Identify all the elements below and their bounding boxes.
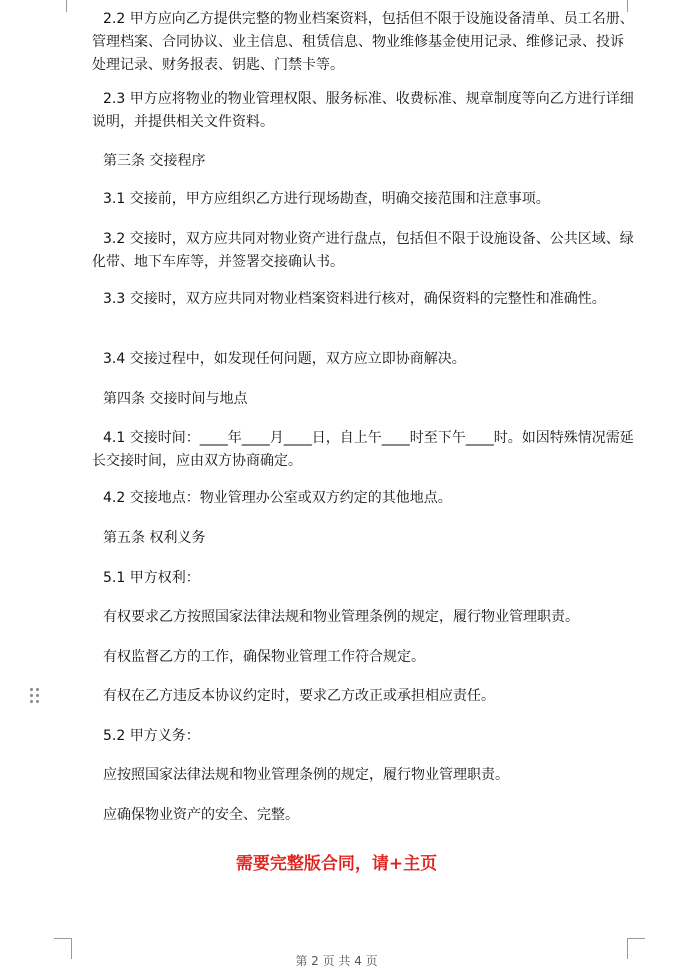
right-item-3: 有权在乙方违反本协议约定时，要求乙方改正或承担相应责任。: [103, 688, 495, 704]
clause-5-2: 5.2 甲方义务：: [103, 728, 200, 744]
promo-banner: 需要完整版合同，请+主页: [235, 854, 438, 874]
article-5-heading: 第五条 权利义务: [103, 530, 206, 546]
clause-2-3: 2.3 甲方应将物业的物业管理权限、服务标准、收费标准、规章制度等向乙方进行详细说明，并提供相关文件资料。: [92, 91, 634, 130]
clause-4-2: 4.2 交接地点：物业管理办公室或双方约定的其他地点。: [103, 490, 452, 506]
duty-item-2: 应确保物业资产的安全、完整。: [103, 807, 299, 823]
page-number-footer: 第 2 页 共 4 页: [295, 954, 378, 968]
clause-3-3: 3.3 交接时，双方应共同对物业档案资料进行核对，确保资料的完整性和准确性。: [103, 291, 606, 307]
article-4-heading: 第四条 交接时间与地点: [103, 391, 248, 407]
article-3-heading: 第三条 交接程序: [103, 153, 206, 169]
right-item-1: 有权要求乙方按照国家法律法规和物业管理条例的规定，履行物业管理职责。: [103, 609, 579, 625]
margin-corner-top-left: [54, 0, 67, 12]
clause-3-1: 3.1 交接前，甲方应组织乙方进行现场勘查，明确交接范围和注意事项。: [103, 191, 550, 207]
clause-4-1: 4.1 交接时间：____年____月____日，自上午____时至下午____时。如因特殊情况需延长交接时间，应由双方协商确定。: [92, 430, 634, 469]
clause-2-2: 2.2 甲方应向乙方提供完整的物业档案资料，包括但不限于设施设备清单、员工名册、管理档案、合同协议、业主信息、租赁信息、物业维修基金使用记录、维修记录、投诉处理记录、财务报表、钥匙、门禁卡等。: [92, 11, 634, 73]
clause-3-2: 3.2 交接时，双方应共同对物业资产进行盘点，包括但不限于设施设备、公共区域、绿化带、地下车库等，并签署交接确认书。: [92, 231, 634, 270]
clause-3-4: 3.4 交接过程中，如发现任何问题，双方应立即协商解决。: [103, 351, 466, 367]
duty-item-1: 应按照国家法律法规和物业管理条例的规定，履行物业管理职责。: [103, 767, 509, 783]
clause-5-1: 5.1 甲方权利：: [103, 570, 200, 586]
right-item-2: 有权监督乙方的工作，确保物业管理工作符合规定。: [103, 649, 425, 665]
drag-handle-icon[interactable]: [30, 688, 40, 704]
